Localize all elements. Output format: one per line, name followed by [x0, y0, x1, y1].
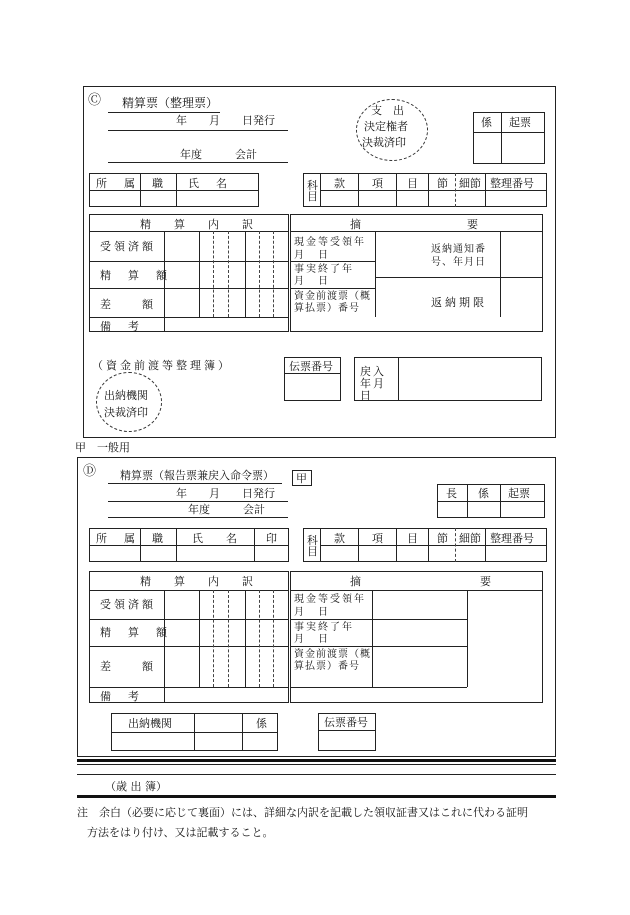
approval-label-cho: 長	[446, 487, 457, 500]
summary-header: 摘 要	[350, 218, 480, 231]
summary-row-cash: 現金等受領年 月 日	[294, 237, 378, 261]
breakdown-row-settled: 精 算 額	[100, 269, 170, 282]
approval-label-kakari-d: 係	[478, 487, 489, 500]
summary-row-advance-d: 資金前渡票（概算払票）番号	[294, 649, 371, 672]
form-c-fiscal-line: 年度 会計	[180, 148, 257, 161]
remarks-label-d: 備 考	[100, 690, 142, 703]
budget-header-setsu: 節	[437, 177, 448, 190]
ledger-footer: （歳 出 簿）	[105, 780, 167, 793]
approval-label-kihyo: 起票	[509, 116, 531, 129]
budget-header-kan-d: 款	[334, 532, 345, 545]
breakdown-header-d: 精 算 内 訳	[140, 575, 259, 588]
budget-header-saisetsu-d: 細節	[459, 532, 481, 545]
budget-header-moku: 目	[407, 177, 418, 190]
approval-label-kakari: 係	[481, 116, 492, 129]
note	[77, 803, 562, 843]
form-d-date-line: 年 月 日発行	[176, 487, 275, 500]
breakdown-row-settled-d: 精 算 額	[100, 626, 170, 639]
budget-header-seiri-d: 整理番号	[490, 532, 534, 545]
form-c-title: 精算票（整理票）	[122, 96, 219, 110]
budget-header-kou: 項	[372, 177, 383, 190]
breakdown-header: 精 算 内 訳	[140, 218, 259, 231]
form-d-marker: Ⓓ	[83, 464, 97, 479]
form-c-date-line: 年 月 日発行	[176, 114, 275, 127]
budget-header-kamoku: 科目	[307, 179, 318, 203]
treasury-stamp-circle	[96, 372, 162, 432]
summary-row-advance: 資金前渡票（概算払票）番号	[294, 291, 371, 314]
form-c-marker: Ⓒ	[88, 93, 102, 108]
stamp-line-2: 決定権者	[364, 120, 408, 133]
person-header-dept-d: 所 属	[96, 532, 138, 545]
stamp-line-1: 支 出	[371, 104, 404, 117]
breakdown-row-diff: 差 額	[100, 298, 156, 311]
breakdown-row-received: 受領済額	[100, 240, 156, 253]
budget-header-seiri: 整理番号	[490, 177, 534, 190]
treasury-stamp-line-1: 出納機関	[104, 389, 148, 402]
budget-header-saisetsu: 細節	[459, 177, 481, 190]
clerk-label-d: 係	[256, 717, 267, 730]
person-header-name: 氏 名	[188, 177, 230, 190]
budget-header-kou-d: 項	[372, 532, 383, 545]
form-d-title: 精算票（報告票兼戻入命令票）	[120, 469, 274, 482]
form-d-kou: 甲	[296, 472, 307, 485]
treasury-label-d: 出納機関	[128, 717, 172, 730]
ledger-label: （資金前渡等整理簿）	[92, 359, 232, 372]
note-line-1: 注 余白（必要に応じて裏面）には、詳細な内訳を記載した領収証書又はこれに代わる証明	[77, 806, 528, 819]
person-header-post: 職	[152, 177, 163, 190]
general-use-label: 甲 一般用	[75, 441, 130, 454]
summary-header-d: 摘 要	[350, 575, 493, 588]
return-notice-label: 返納通知番号、年月日	[431, 244, 486, 268]
return-date-label: 戻入年月日	[360, 365, 386, 402]
budget-header-kan: 款	[334, 177, 345, 190]
budget-header-setsu-d: 節	[437, 532, 448, 545]
summary-row-end-d: 事実終了年 月 日	[294, 622, 366, 645]
treasury-stamp-line-2: 決裁済印	[104, 406, 148, 419]
breakdown-row-received-d: 受領済額	[100, 598, 156, 611]
voucher-label: 伝票番号	[289, 360, 333, 373]
person-header-name-d: 氏 名	[192, 532, 243, 545]
budget-header-kamoku-d: 科目	[307, 534, 318, 558]
note-line-2: 方法をはり付け、又は記載すること。	[87, 826, 274, 839]
voucher-label-d: 伝票番号	[324, 716, 368, 729]
breakdown-row-diff-d: 差 額	[100, 660, 156, 673]
stamp-line-3: 決裁済印	[362, 136, 406, 149]
person-header-dept: 所 属	[96, 177, 138, 190]
summary-row-cash-d: 現金等受領年 月 日	[294, 594, 378, 618]
person-header-post-d: 職	[152, 532, 163, 545]
budget-header-moku-d: 目	[407, 532, 418, 545]
return-deadline-label: 返納期限	[431, 296, 487, 309]
approval-label-kihyo-d: 起票	[508, 487, 530, 500]
remarks-label: 備 考	[100, 320, 142, 333]
person-header-seal-d: 印	[266, 532, 277, 545]
form-d-fiscal-line: 年度 会計	[188, 503, 265, 516]
summary-row-end: 事実終了年 月 日	[294, 264, 366, 287]
